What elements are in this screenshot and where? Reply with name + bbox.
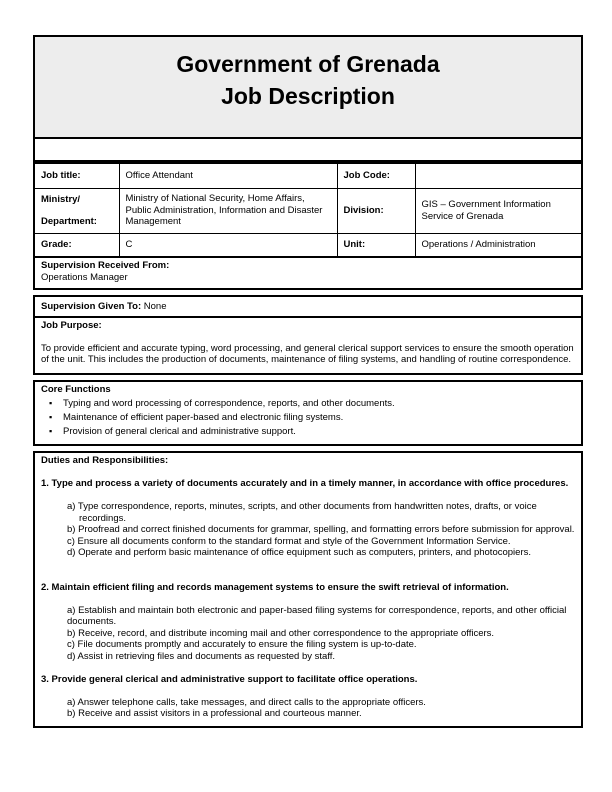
supervision-given-and-purpose-section <box>33 295 583 375</box>
document-subtitle: Job Description <box>221 83 395 109</box>
duty-item-2b: b) Receive, record, and distribute incoming mail and other correspondence to the appropriate officers. <box>67 627 495 639</box>
duty-item-1c: c) Ensure all documents conform to the standard format and style of the Government Information Service. <box>67 535 511 547</box>
duties-section <box>33 451 583 728</box>
ministry-label <box>34 188 119 233</box>
job-info-table <box>33 162 583 258</box>
ministry-label-line1: Ministry/ <box>41 194 81 205</box>
document-header <box>33 35 583 162</box>
supervision-received-section <box>33 256 583 290</box>
duty-item-1b: b) Proofread and correct finished documents for grammar, spelling, and formatting errors before submission for approval. <box>67 524 575 535</box>
duty-item-1a: a) Type correspondence, reports, minutes, scripts, and other documents from handwritten notes, drafts, or voice recordings. <box>67 501 537 524</box>
core-functions-section <box>33 380 583 447</box>
duty-item-3a: a) Answer telephone calls, take messages, and direct calls to the appropriate officers. <box>67 696 426 708</box>
job-title-row <box>34 163 582 188</box>
grade-label: Grade: <box>34 233 119 257</box>
core-function-item: ▪ Maintenance of efficient paper-based and electronic filing systems. <box>41 412 575 424</box>
core-function-item: ▪ Typing and word processing of correspondence, reports, and other documents. <box>41 398 575 410</box>
ministry-label-line2: Department: <box>41 215 97 227</box>
job-purpose-label: Job Purpose: <box>41 319 102 331</box>
supervision-given-value: None <box>143 301 167 312</box>
job-title-label: Job title: <box>34 163 119 188</box>
supervision-given-row <box>35 297 581 316</box>
duty-heading-2: 2. Maintain efficient filing and records management systems to ensure the swift retrieval of information. <box>41 581 509 593</box>
document-title-block <box>35 37 581 139</box>
duty-item-3b: b) Receive and assist visitors in a professional and courteous manner. <box>67 708 362 719</box>
division-value: GIS – Government Information Service of Grenada <box>415 188 582 233</box>
core-functions-list <box>41 398 575 438</box>
duty-item-2d: d) Assist in retrieving files and documents as requested by staff. <box>67 650 336 662</box>
core-functions-label: Core Functions <box>41 383 111 395</box>
document-title: Government of Grenada <box>176 51 440 77</box>
grade-row <box>34 233 582 257</box>
ministry-row <box>34 188 582 233</box>
unit-value: Operations / Administration <box>415 233 582 257</box>
header-spacer <box>35 139 581 160</box>
duty-item-2a: a) Establish and maintain both electronic and paper-based filing systems for correspondence, reports, and other official documents. <box>67 604 567 627</box>
duty-heading-3: 3. Provide general clerical and administrative support to facilitate office operations. <box>41 673 418 685</box>
job-purpose-text: To provide efficient and accurate typing, word processing, and general clerical support services to ensure the smooth operation of the unit. This includes the production of documents, maintenance of filing systems, and handling of routine correspondence. <box>41 342 574 365</box>
job-code-value <box>415 163 582 188</box>
ministry-value: Ministry of National Security, Home Affairs, Public Administration, Information and Disaster Management <box>119 188 337 233</box>
supervision-given-label: Supervision Given To: <box>41 301 142 312</box>
duties-label: Duties and Responsibilities: <box>41 455 169 466</box>
job-purpose-section <box>35 316 581 373</box>
division-label: Division: <box>337 188 415 233</box>
supervision-received-value: Operations Manager <box>41 271 128 283</box>
unit-label: Unit: <box>337 233 415 257</box>
duty-item-2c: c) File documents promptly and accurately to ensure the filing system is up-to-date. <box>67 639 417 650</box>
job-title-value: Office Attendant <box>119 163 337 188</box>
supervision-received-label: Supervision Received From: <box>41 260 170 271</box>
duty-item-1d: d) Operate and perform basic maintenance of office equipment such as computers, printers, and photocopiers. <box>67 547 531 558</box>
grade-value: C <box>119 233 337 257</box>
duty-heading-1: 1. Type and process a variety of documents accurately and in a timely manner, in accordance with office procedures. <box>41 478 569 489</box>
core-function-item: ▪ Provision of general clerical and administrative support. <box>41 426 575 438</box>
job-code-label: Job Code: <box>337 163 415 188</box>
